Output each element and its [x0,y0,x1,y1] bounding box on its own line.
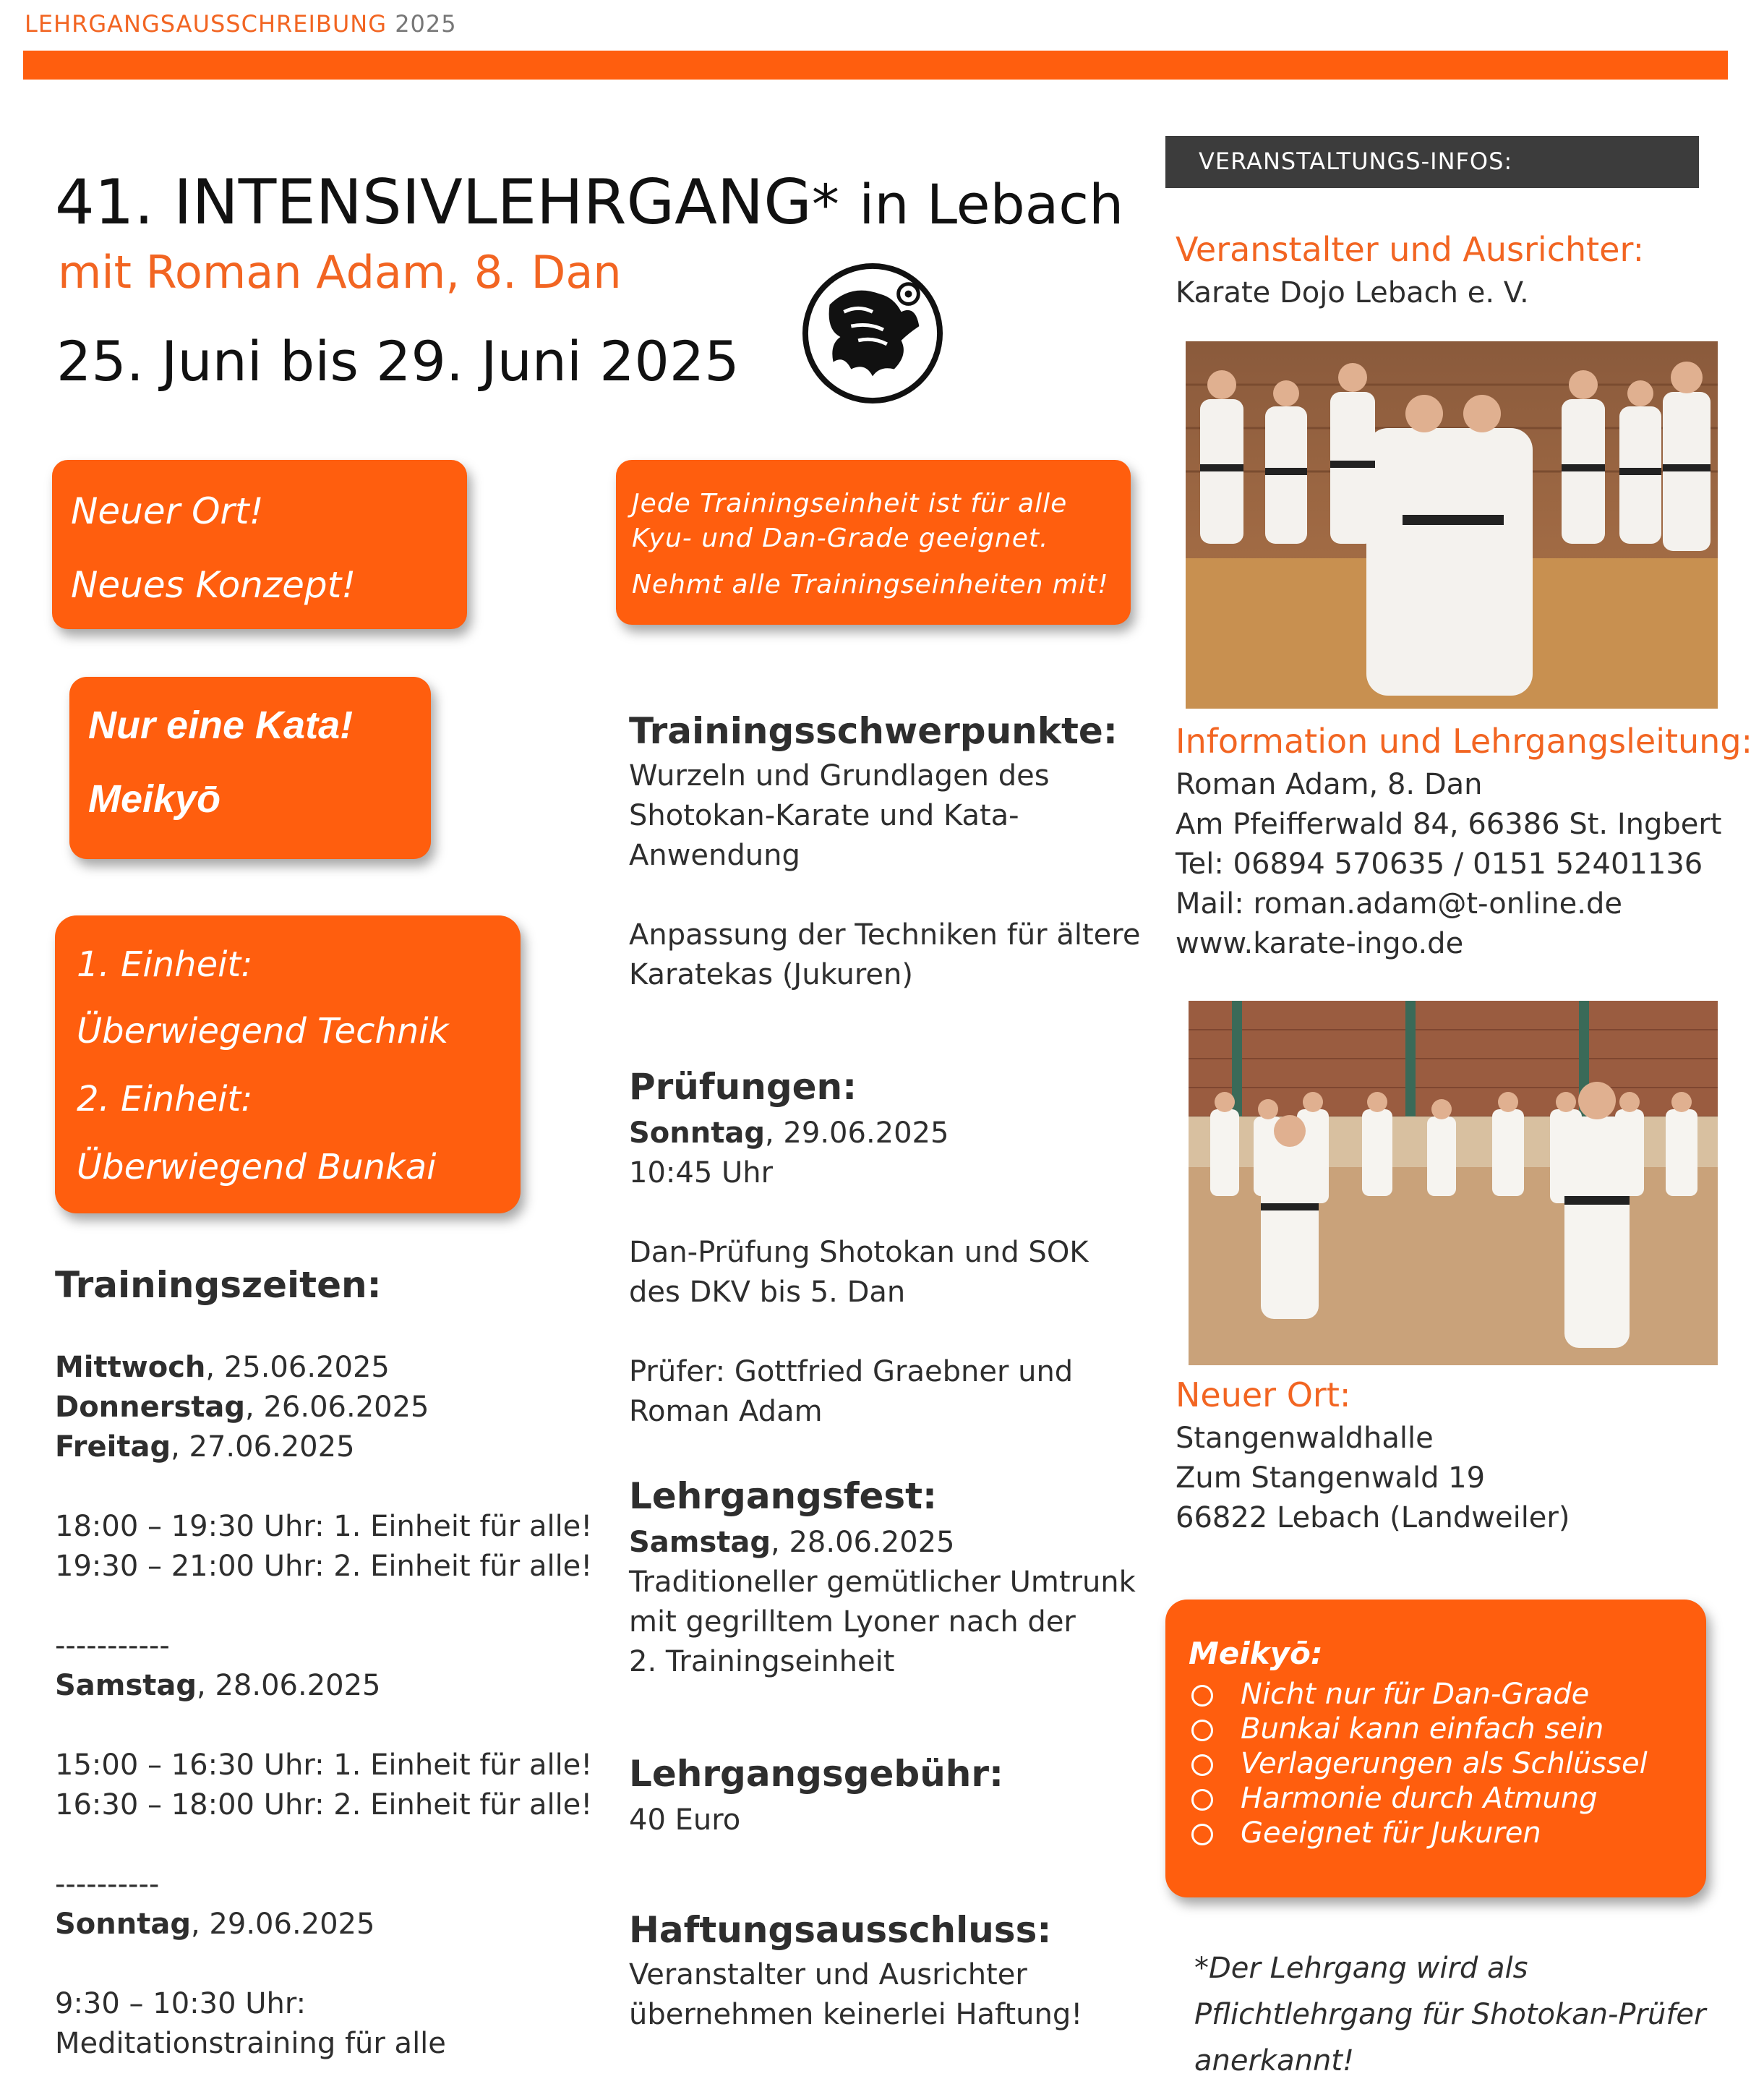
separator: ----------- [55,1629,170,1662]
website-link[interactable]: www.karate-ingo.de [1176,927,1464,960]
ort-heading: Neuer Ort: [1176,1375,1351,1414]
time-row: 19:30 – 21:00 Uhr: 2. Einheit für alle! [55,1550,593,1583]
info-heading: Information und Lehrgangsleitung: [1176,722,1753,761]
list-item: Harmonie durch Atmung [1165,1782,1706,1816]
list-item: Bunkai kann einfach sein [1165,1712,1706,1747]
kata-line2: Meikyō [88,777,221,821]
gebuehr-value: 40 Euro [629,1803,741,1837]
pruefungen-heading: Prüfungen: [629,1066,857,1108]
info-contact: Roman Adam, 8. Dan Am Pfeifferwald 84, 66386 St. Ingbert Tel: 06894 570635 / 0151 52401136 Mail: roman.adam@t-online.de www.karate-ingo.de [1176,765,1722,964]
unit2-label: 2. Einheit: [77,1079,253,1119]
trainingszeiten-heading: Trainingszeiten: [55,1264,382,1306]
veranstalter-heading: Veranstalter und Ausrichter: [1176,230,1645,269]
email-link[interactable]: Mail: roman.adam@t-online.de [1176,887,1622,921]
schwerpunkte-text: Wurzeln und Grundlagen des Shotokan-Karate und Kata- Anwendung Anpassung der Techniken für ältere Karatekas (Jukuren) [629,759,1141,991]
separator: ---------- [55,1868,160,1901]
list-item: Geeignet für Jukuren [1165,1816,1706,1851]
meikyo-callout [1165,1600,1706,1897]
units-callout [55,915,521,1213]
time-row: 9:30 – 10:30 Uhr: [55,1987,307,2020]
header-accent-bar [23,51,1728,80]
time-row: 18:00 – 19:30 Uhr: 1. Einheit für alle! [55,1510,593,1543]
shotokan-tiger-logo [801,262,944,405]
event-info-bar: VERANSTALTUNGS-INFOS: [1165,136,1699,188]
unit1-text: Überwiegend Technik [77,1011,449,1051]
new-place-callout [52,460,467,629]
kata-line1: Nur eine Kata! [88,704,354,747]
circle-bullet-icon [1191,1754,1213,1776]
list-item: Verlagerungen als Schlüssel [1165,1747,1706,1782]
gebuehr-heading: Lehrgangsgebühr: [629,1753,1004,1795]
unit2-text: Überwiegend Bunkai [77,1147,437,1187]
course-subtitle: mit Roman Adam, 8. Dan [58,246,622,299]
lehrgangsfest-text: Samstag, 28.06.2025 Traditioneller gemütlicher Umtrunk mit gegrilltem Lyoner nach der 2. Trainingseinheit [629,1526,1136,1678]
course-dates: 25. Juni bis 29. Juni 2025 [56,329,740,393]
karate-training-photo-1 [1186,341,1718,709]
circle-bullet-icon [1191,1789,1213,1811]
footnote: *Der Lehrgang wird als Pflichtlehrgang für Shotokan-Prüfer anerkannt! [1194,1952,1706,2077]
course-title: 41. INTENSIVLEHRGANG* in Lebach [55,166,1124,239]
day-row: Freitag, 27.06.2025 [55,1430,355,1464]
karate-training-photo-2 [1189,1001,1718,1365]
new-place-line2: Neues Konzept! [71,564,356,606]
training-note-line2: Kyu- und Dan-Grade geeignet. [632,524,1049,553]
day-row: Sonntag, 29.06.2025 [55,1908,375,1941]
document-header-label: LEHRGANGSAUSSCHREIBUNG 2025 [25,10,457,38]
list-item: Nicht nur für Dan-Grade [1165,1678,1706,1712]
training-note-line1: Jede Trainingseinheit ist für alle [632,489,1068,518]
time-row: 16:30 – 18:00 Uhr: 2. Einheit für alle! [55,1788,593,1822]
haftung-text: Veranstalter und Ausrichter übernehmen keinerlei Haftung! [629,1958,1083,2031]
kata-callout [69,677,431,859]
meikyo-title: Meikyō: [1189,1636,1323,1671]
veranstalter-name: Karate Dojo Lebach e. V. [1176,276,1529,309]
day-row: Mittwoch, 25.06.2025 [55,1351,390,1384]
time-row: 15:00 – 16:30 Uhr: 1. Einheit für alle! [55,1748,593,1782]
training-note-line3: Nehmt alle Trainingseinheiten mit! [632,570,1109,599]
haftung-heading: Haftungsausschluss: [629,1909,1052,1951]
time-row: Meditationstraining für alle [55,2027,446,2060]
circle-bullet-icon [1191,1824,1213,1845]
lehrgangsfest-heading: Lehrgangsfest: [629,1475,938,1517]
circle-bullet-icon [1191,1685,1213,1707]
trainingszeiten-list [55,1348,592,2064]
ort-address: Stangenwaldhalle Zum Stangenwald 19 66822 Lebach (Landweiler) [1176,1422,1570,1534]
circle-bullet-icon [1191,1720,1213,1741]
new-place-line1: Neuer Ort! [71,490,264,532]
day-row: Donnerstag, 26.06.2025 [55,1391,429,1424]
day-row: Samstag, 28.06.2025 [55,1669,381,1702]
training-note-callout [616,460,1131,625]
pruefungen-text: Sonntag, 29.06.2025 10:45 Uhr Dan-Prüfung Shotokan und SOK des DKV bis 5. Dan Prüfer: Gottfried Graebner und Roman Adam [629,1116,1089,1428]
schwerpunkte-heading: Trainingsschwerpunkte: [629,710,1118,752]
meikyo-list [1165,1678,1706,1851]
unit1-label: 1. Einheit: [77,944,253,985]
